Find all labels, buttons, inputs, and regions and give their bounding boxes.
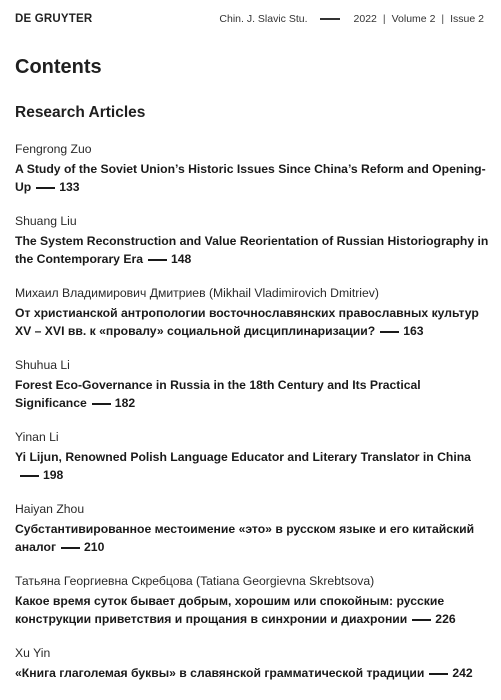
separator: |	[441, 13, 445, 25]
leader-dash	[20, 475, 39, 477]
entry-author: Shuhua Li	[15, 358, 70, 372]
year: 2022	[353, 13, 377, 25]
leader-dash	[61, 547, 80, 549]
entry-page: 242	[452, 666, 473, 680]
entry-page: 182	[114, 396, 136, 410]
entry-author: Yinan Li	[15, 430, 59, 444]
entry-title: Какое время суток бывает добрым, хорошим или спокойным: русские конструкции приветствия и прощания в синхронии и диахронии	[15, 594, 445, 626]
toc-list	[15, 140, 491, 682]
leader-dash	[429, 673, 448, 675]
running-head	[219, 13, 484, 25]
journal-name: Chin. J. Slavic Stu.	[219, 13, 308, 25]
publisher-logo: DE GRUYTER	[15, 13, 93, 25]
leader-dash	[148, 259, 167, 261]
entry-title: От христианской антропологии восточнославянских православных культур XV – XVI вв. к «провалу» социальной дисциплинаризации?	[15, 306, 479, 338]
leader-dash	[36, 187, 55, 189]
toc-entry	[15, 572, 491, 628]
entry-title: «Книга глаголемая буквы» в славянской грамматической традиции	[15, 666, 425, 680]
entry-title-line[interactable]	[15, 592, 491, 628]
leader-dash	[380, 331, 399, 333]
toc-entry	[15, 356, 491, 412]
page-header	[15, 11, 484, 27]
entry-title-line[interactable]	[15, 448, 491, 484]
entry-title-line[interactable]	[15, 664, 491, 682]
header-rule	[320, 18, 340, 20]
volume: Volume 2	[391, 13, 436, 25]
entry-title: A Study of the Soviet Union’s Historic Issues Since China’s Reform and Opening-Up	[15, 162, 486, 194]
entry-title-line[interactable]	[15, 520, 491, 556]
entry-title-line[interactable]	[15, 376, 491, 412]
entry-author: Михаил Владимирович Дмитриев (Mikhail Vladimirovich Dmitriev)	[15, 286, 379, 300]
entry-title: Yi Lijun, Renowned Polish Language Educator and Literary Translator in China	[15, 450, 471, 464]
entry-author: Татьяна Георгиевна Скребцова (Tatiana Georgievna Skrebtsova)	[15, 574, 375, 588]
page-title: Contents	[15, 56, 102, 78]
entry-page: 210	[84, 540, 105, 554]
toc-entry	[15, 284, 491, 340]
entry-title: Forest Eco-Governance in Russia in the 18th Century and Its Practical Significance	[15, 378, 421, 410]
leader-dash	[92, 403, 111, 405]
toc-entry	[15, 428, 491, 484]
entry-page: 163	[403, 324, 424, 338]
entry-author: Haiyan Zhou	[15, 502, 85, 516]
separator: |	[382, 13, 386, 25]
entry-title: The System Reconstruction and Value Reorientation of Russian Historiography in the Contemporary Era	[15, 234, 489, 266]
entry-title: Субстантивированное местоимение «это» в русском языке и его китайский аналог	[15, 522, 475, 554]
entry-title-line[interactable]	[15, 304, 491, 340]
entry-page: 226	[435, 612, 456, 626]
entry-page: 198	[43, 468, 64, 482]
issue: Issue 2	[450, 13, 484, 25]
entry-author: Fengrong Zuo	[15, 142, 92, 156]
entry-author: Shuang Liu	[15, 214, 77, 228]
toc-entry	[15, 212, 491, 268]
entry-title-line[interactable]	[15, 232, 491, 268]
leader-dash	[412, 619, 431, 621]
entry-page: 133	[59, 180, 80, 194]
section-heading: Research Articles	[15, 104, 146, 121]
toc-entry	[15, 644, 491, 682]
toc-entry	[15, 140, 491, 196]
toc-entry	[15, 500, 491, 556]
entry-page: 148	[171, 252, 192, 266]
entry-author: Xu Yin	[15, 646, 51, 660]
entry-title-line[interactable]	[15, 160, 491, 196]
